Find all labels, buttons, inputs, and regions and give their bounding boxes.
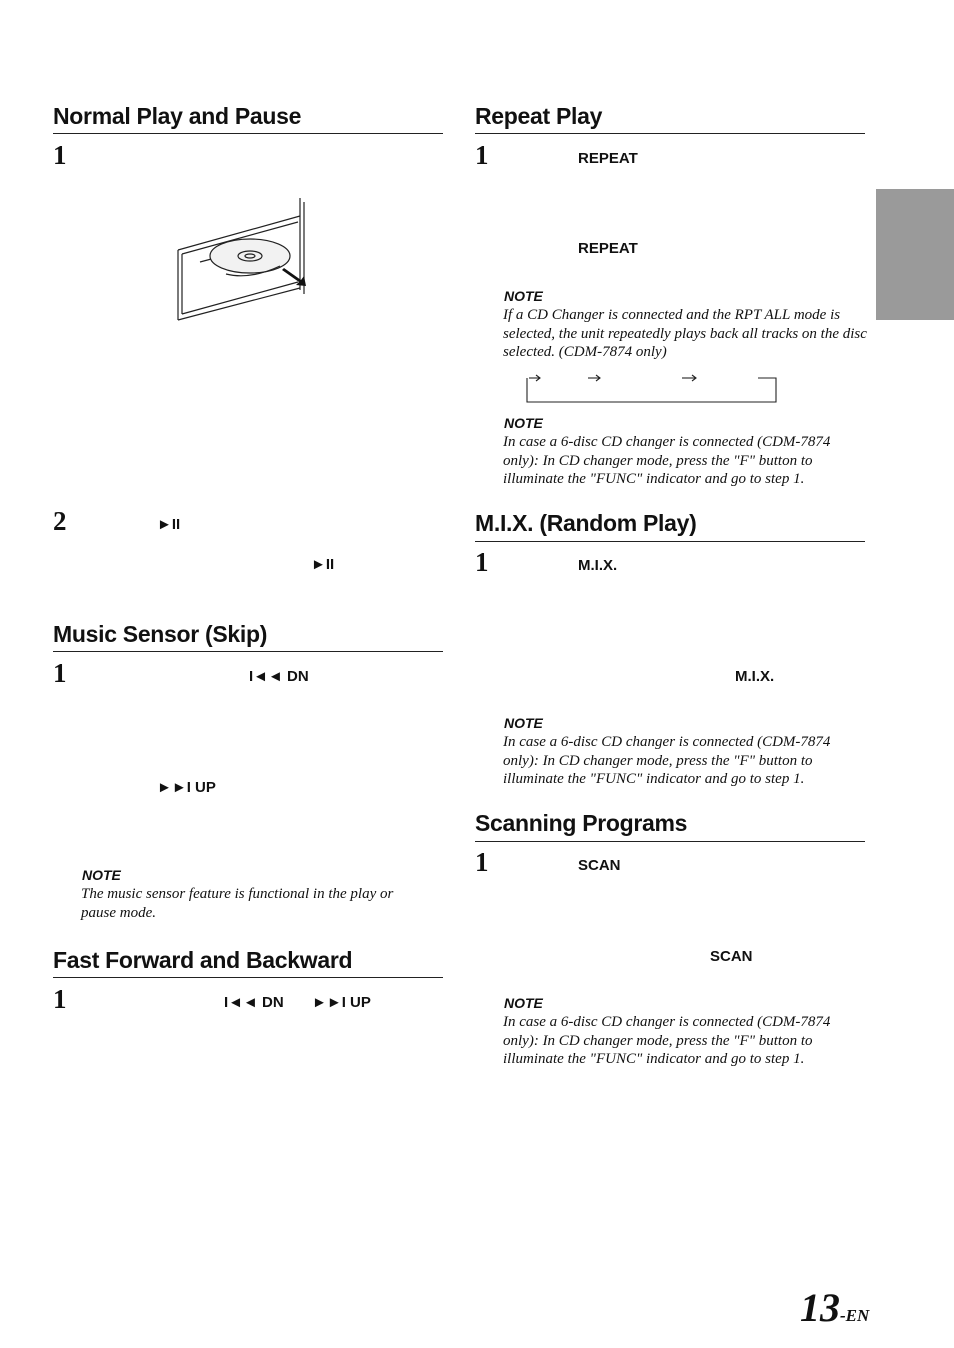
heading-repeat-play: Repeat Play bbox=[475, 103, 603, 129]
note-label: NOTE bbox=[504, 715, 543, 731]
heading-fast-forward: Fast Forward and Backward bbox=[53, 947, 353, 973]
page-number bbox=[800, 1284, 869, 1331]
dn-key: I◄◄ DN bbox=[224, 994, 284, 1011]
step-number: 2 bbox=[53, 506, 67, 536]
note-label: NOTE bbox=[82, 867, 121, 883]
heading-rule bbox=[53, 977, 443, 978]
step-number: 1 bbox=[475, 847, 489, 877]
repeat-cycle-diagram bbox=[520, 368, 782, 408]
heading-rule bbox=[475, 541, 865, 542]
up-key: ►►I UP bbox=[312, 994, 371, 1011]
heading-music-sensor: Music Sensor (Skip) bbox=[53, 621, 268, 647]
note-text: If a CD Changer is connected and the RPT ALL mode is selected, the unit repeatedly plays back all tracks on the disc selected. (CDM-7874 only) bbox=[503, 307, 867, 361]
play-pause-key: ►II bbox=[157, 516, 181, 533]
note-label: NOTE bbox=[504, 288, 543, 304]
heading-normal-play: Normal Play and Pause bbox=[53, 103, 302, 129]
page-number-value: 13 bbox=[800, 1285, 840, 1330]
mix-key: M.I.X. bbox=[735, 668, 775, 685]
note-label: NOTE bbox=[504, 995, 543, 1011]
note-text: The music sensor feature is functional in the play or pause mode. bbox=[81, 886, 394, 921]
repeat-key: REPEAT bbox=[578, 240, 638, 257]
cd-insert-illustration bbox=[170, 196, 315, 322]
note-label: NOTE bbox=[504, 415, 543, 431]
note-text: In case a 6-disc CD changer is connected (CDM-7874 only): In CD changer mode, press the "F" button to illuminate the "FUNC" indicator and go to step 1. bbox=[503, 434, 831, 488]
step-number: 1 bbox=[475, 547, 489, 577]
note-text: In case a 6-disc CD changer is connected (CDM-7874 only): In CD changer mode, press the "F" button to illuminate the "FUNC" indicator and go to step 1. bbox=[503, 1014, 831, 1068]
dn-key: I◄◄ DN bbox=[249, 668, 309, 685]
step-number: 1 bbox=[53, 984, 67, 1014]
mix-key: M.I.X. bbox=[578, 557, 618, 574]
step-number: 1 bbox=[53, 658, 67, 688]
scan-key: SCAN bbox=[578, 857, 621, 874]
side-tab-marker bbox=[876, 189, 954, 320]
heading-scan: Scanning Programs bbox=[475, 810, 688, 836]
repeat-key: REPEAT bbox=[578, 150, 638, 167]
note-text: In case a 6-disc CD changer is connected (CDM-7874 only): In CD changer mode, press the "F" button to illuminate the "FUNC" indicator and go to step 1. bbox=[503, 734, 831, 788]
step-number: 1 bbox=[475, 140, 489, 170]
play-pause-key: ►II bbox=[311, 556, 335, 573]
heading-rule bbox=[475, 841, 865, 842]
up-key: ►►I UP bbox=[157, 779, 216, 796]
page-number-suffix: -EN bbox=[840, 1306, 870, 1325]
heading-rule bbox=[53, 133, 443, 134]
scan-key: SCAN bbox=[710, 948, 753, 965]
step-number: 1 bbox=[53, 140, 67, 170]
heading-rule bbox=[53, 651, 443, 652]
heading-rule bbox=[475, 133, 865, 134]
heading-mix: M.I.X. (Random Play) bbox=[475, 510, 697, 536]
